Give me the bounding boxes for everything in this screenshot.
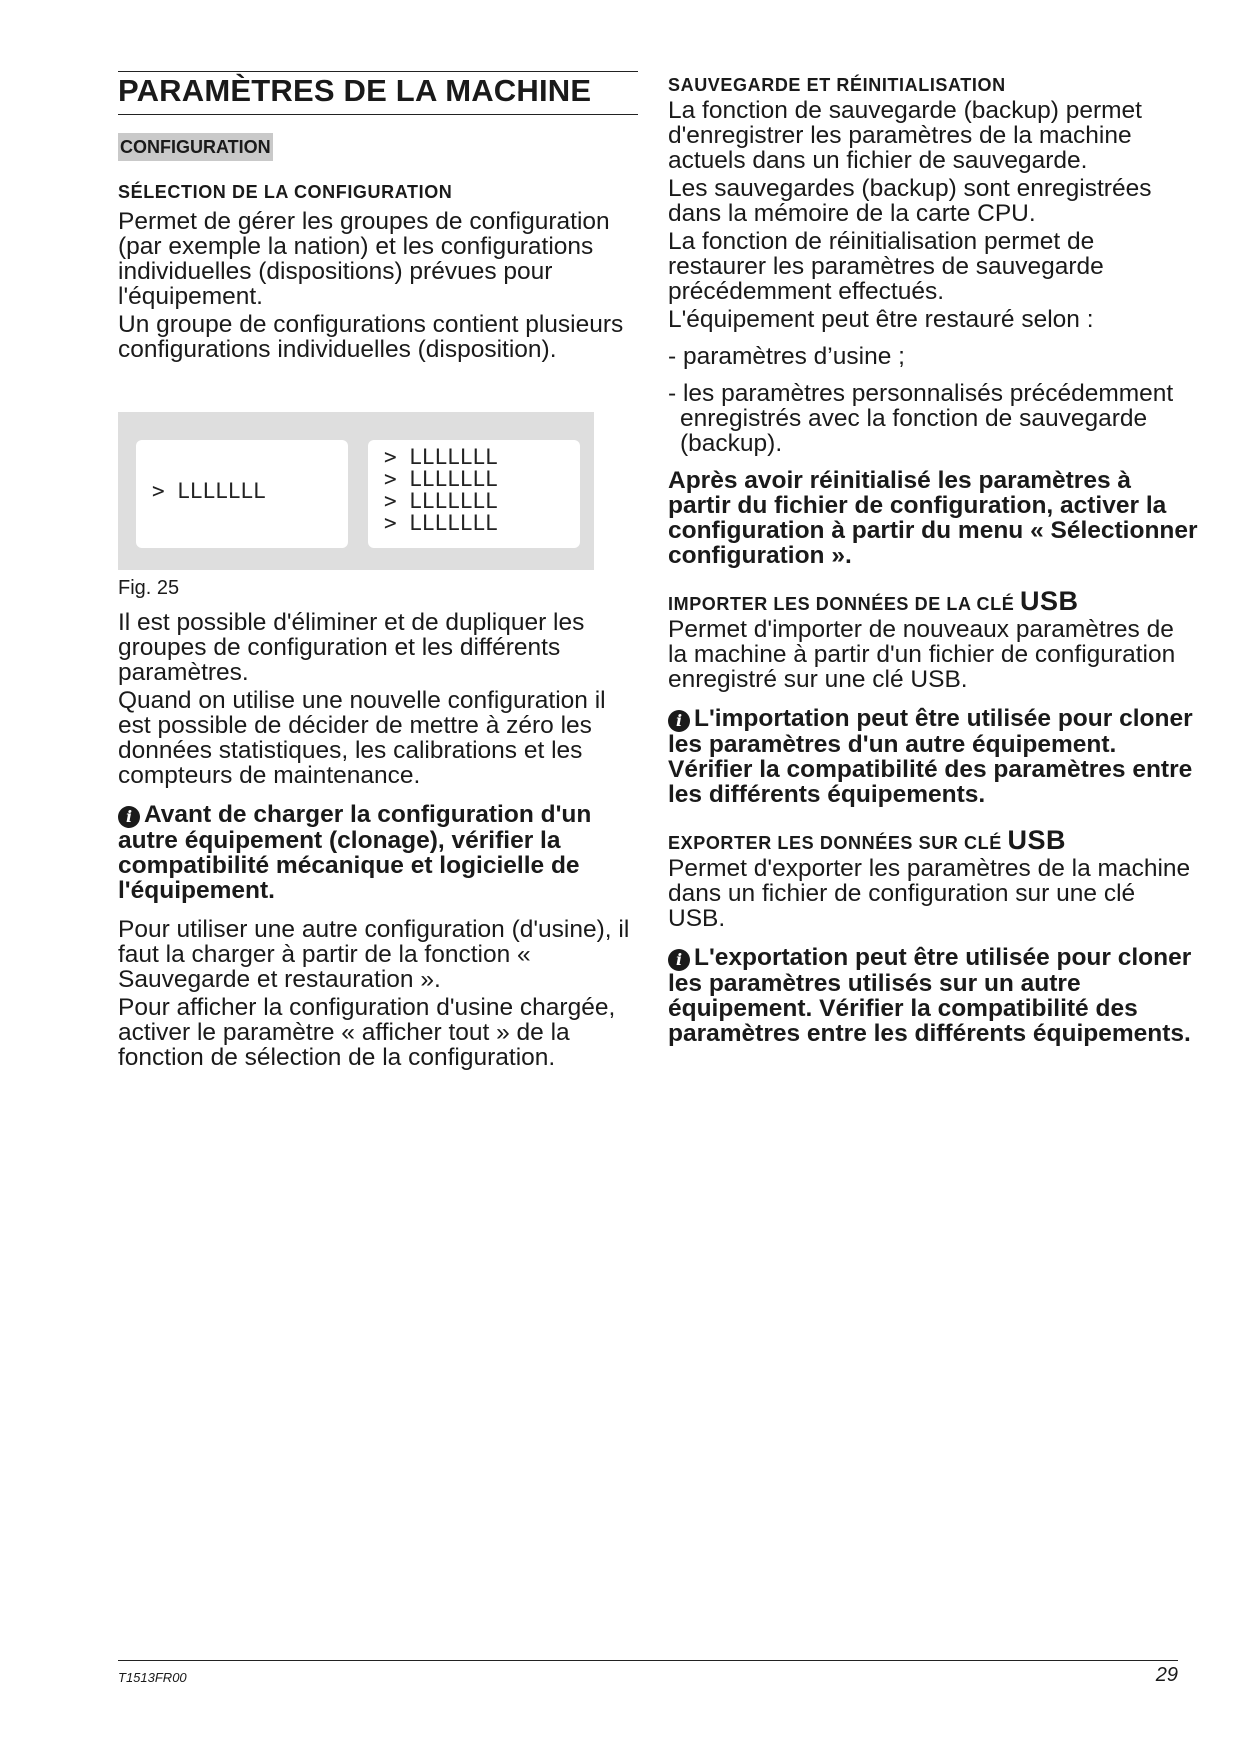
paragraph: Les sauvegardes (backup) sont enregistrées dans la mémoire de la carte CPU. [668, 175, 1152, 227]
subheading-export-usb [668, 825, 1198, 855]
warning-note [118, 802, 638, 903]
paragraph: La fonction de sauvegarde (backup) permet d'enregistrer les paramètres de la machine actuels dans un fichier de sauvegarde. [668, 97, 1142, 174]
info-icon: i [668, 710, 690, 732]
document-code: T1513FR00 [118, 1670, 187, 1685]
info-text: L'exportation peut être utilisée pour cloner les paramètres utilisés sur un autre équipement. Vérifier la compatibilité des paramètres entre les différents équipements. [668, 944, 1192, 1047]
paragraph: Pour afficher la configuration d'usine chargée, activer le paramètre « afficher tout » de la fonction de sélection de la configuration. [118, 994, 616, 1071]
list-item: - les paramètres personnalisés précédemment enregistrés avec la fonction de sauvegarde (backup). [668, 380, 1174, 457]
usb-label: USB [1019, 586, 1079, 616]
screen-box-groups [136, 440, 348, 548]
screen-line: > LLLLLLL [384, 445, 498, 469]
paragraph: Pour utiliser une autre configuration (d'usine), il faut la charger à partir de la fonction « Sauvegarde et restauration ». [118, 916, 630, 993]
figure-caption: Fig. 25 [118, 577, 180, 599]
warning-text: Avant de charger la configuration d'un autre équipement (clonage), vérifier la compatibilité mécanique et logicielle de l'équipement. [118, 801, 592, 904]
section-label: CONFIGURATION [118, 133, 273, 161]
page-title: PARAMÈTRES DE LA MACHINE [118, 73, 592, 108]
paragraph: L'équipement peut être restauré selon : [668, 306, 1094, 333]
info-note-export [668, 945, 1198, 1046]
footer-rule [118, 1660, 1178, 1661]
subheading-text: EXPORTER LES DONNÉES SUR CLÉ [668, 833, 1002, 853]
paragraph: Il est possible d'éliminer et de dupliquer les groupes de configuration et les différents paramètres. [118, 609, 585, 686]
subheading-import-usb [668, 586, 1198, 616]
restore-options-list [668, 344, 1198, 456]
screen-line: > LLLLLLL [152, 479, 266, 503]
info-note-import [668, 706, 1198, 807]
left-column [118, 181, 638, 362]
title-top-rule [118, 71, 638, 72]
screen-line: > LLLLLLL [384, 467, 498, 491]
paragraph: Permet d'exporter les paramètres de la machine dans un fichier de configuration sur une clé USB. [668, 855, 1191, 932]
screen-box-configurations [368, 440, 580, 548]
page-number: 29 [1155, 1664, 1178, 1686]
subheading-text: IMPORTER LES DONNÉES DE LA CLÉ [668, 594, 1015, 614]
paragraph: Un groupe de configurations contient plusieurs configurations individuelles (disposition). [118, 311, 624, 363]
info-text: L'importation peut être utilisée pour cloner les paramètres d'un autre équipement. Vérifier la compatibilité des paramètres entre les différents équipements. [668, 705, 1193, 808]
subheading-config-selection: SÉLECTION DE LA CONFIGURATION [118, 182, 453, 202]
screen-lines [384, 446, 498, 534]
screen-line: > LLLLLLL [384, 489, 498, 513]
subheading-backup: SAUVEGARDE ET RÉINITIALISATION [668, 75, 1006, 95]
bold-note: Après avoir réinitialisé les paramètres à partir du fichier de configuration, activer la configuration à partir du menu « Sélectionner configuration ». [668, 467, 1198, 569]
right-column [668, 74, 1198, 1046]
paragraph: Permet d'importer de nouveaux paramètres de la machine à partir d'un fichier de configuration enregistré sur une clé USB. [668, 616, 1176, 693]
info-icon: i [668, 949, 690, 971]
title-bottom-rule [118, 114, 638, 115]
paragraph: Permet de gérer les groupes de configuration (par exemple la nation) et les configurations individuelles (dispositions) prévues pour l'équipement. [118, 208, 610, 310]
info-icon: i [118, 806, 140, 828]
paragraph: La fonction de réinitialisation permet de restaurer les paramètres de sauvegarde précédemment effectués. [668, 228, 1104, 305]
usb-label: USB [1007, 825, 1066, 855]
screen-line: > LLLLLLL [384, 511, 498, 535]
paragraph: Quand on utilise une nouvelle configuration il est possible de décider de mettre à zéro les données statistiques, les calibrations et les compteurs de maintenance. [118, 687, 606, 789]
figure-25 [118, 412, 594, 570]
left-column-continued [118, 610, 638, 1070]
list-item: - paramètres d’usine ; [668, 343, 905, 370]
